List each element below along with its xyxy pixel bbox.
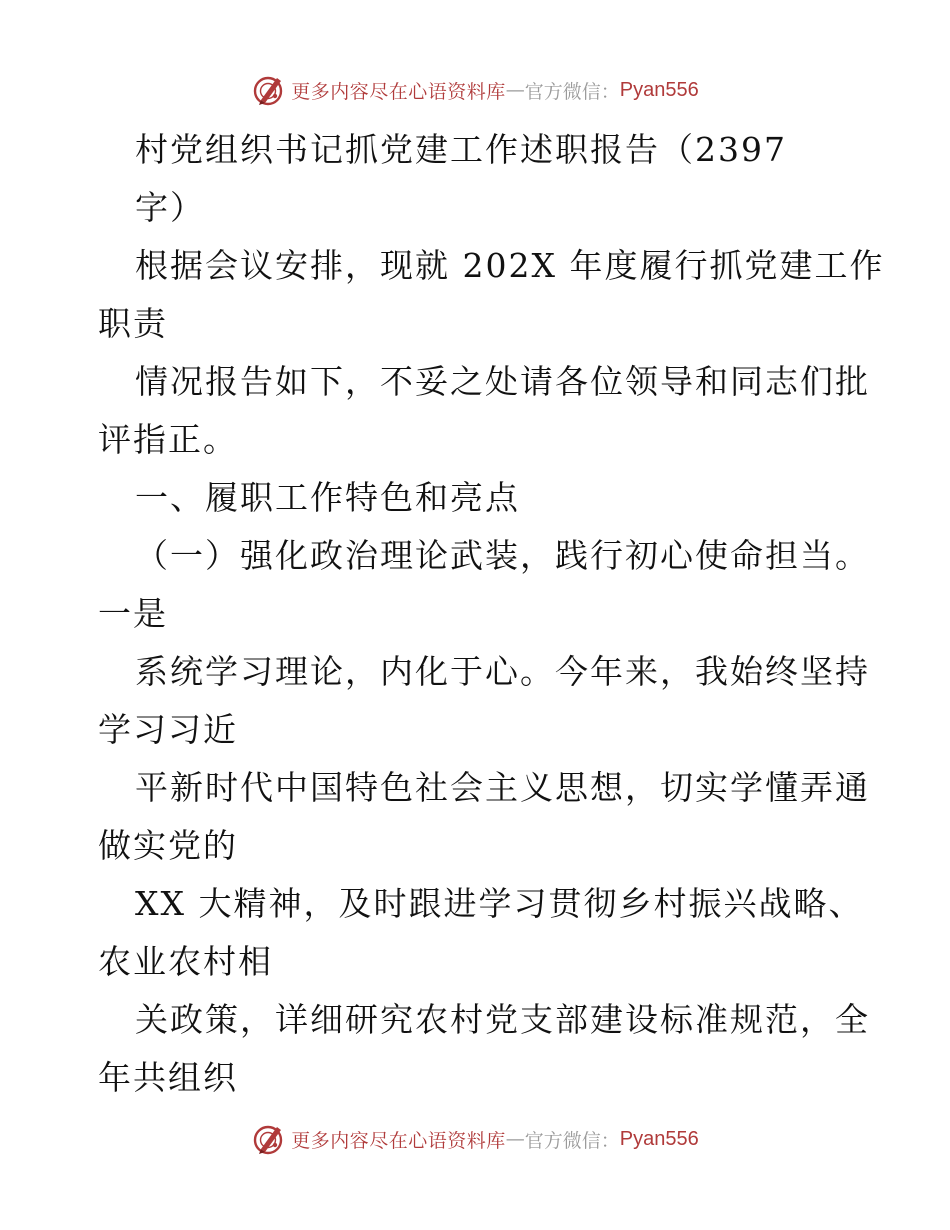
text-line: 农业农村相	[98, 942, 273, 981]
text-line: 系统学习理论，内化于心。今年来，我始终坚持	[135, 652, 870, 691]
watermark-id: Pyan556	[619, 78, 699, 101]
watermark-header	[0, 70, 950, 110]
text-line: XX 大精神，及时跟进学习贯彻乡村振兴战略、	[135, 884, 864, 923]
text-line: 做实党的	[98, 826, 238, 865]
watermark-id: Pyan556	[619, 1127, 699, 1150]
document-body	[98, 121, 885, 1107]
watermark-label: 官方微信：	[524, 80, 620, 103]
watermark-separator: —	[505, 79, 525, 101]
text-line: 职责	[98, 304, 168, 343]
text-line: 村党组织书记抓党建工作述职报告（2397	[135, 130, 787, 169]
text-line: 关政策，详细研究农村党支部建设标准规范，全	[135, 1000, 870, 1039]
text-line: （一）强化政治理论武装，践行初心使命担当。	[135, 536, 870, 575]
watermark-text: 更多内容尽在心语资料库	[291, 80, 506, 103]
watermark-label: 官方微信：	[524, 1129, 620, 1152]
text-line: 根据会议安排，现就 202X 年度履行抓党建工作	[135, 246, 885, 285]
pen-logo-icon	[251, 72, 287, 108]
text-line: 评指正。	[98, 420, 238, 459]
text-line: 年共组织	[98, 1058, 238, 1097]
watermark-text: 更多内容尽在心语资料库	[291, 1129, 506, 1152]
text-line: 情况报告如下，不妥之处请各位领导和同志们批	[135, 362, 870, 401]
text-line: 学习习近	[98, 710, 238, 749]
watermark-separator: —	[505, 1128, 525, 1150]
text-line: 平新时代中国特色社会主义思想，切实学懂弄通	[135, 768, 870, 807]
text-line: 一是	[98, 594, 168, 633]
watermark-footer	[0, 1119, 950, 1159]
text-line: 字）	[135, 188, 205, 227]
text-line: 一、履职工作特色和亮点	[135, 478, 520, 517]
pen-logo-icon	[251, 1121, 287, 1157]
